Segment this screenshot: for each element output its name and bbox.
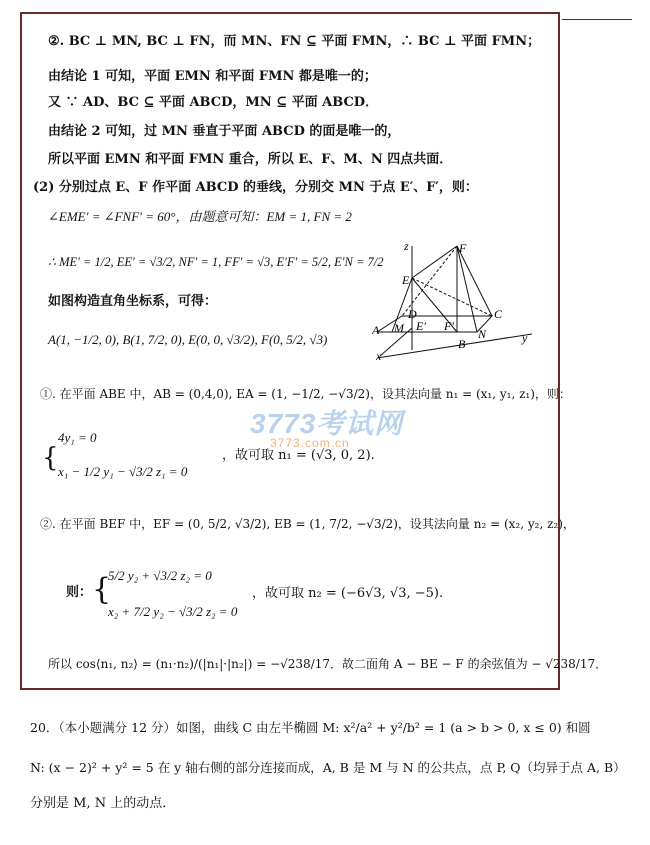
line-2: 由结论 1 可知，平面 EMN 和平面 FMN 都是唯一的； [48,69,377,84]
line-5: 所以平面 EMN 和平面 FMN 重合，所以 E、F、M、N 四点共面． [48,152,453,167]
label-C: C [494,307,503,321]
header-rule [562,19,632,20]
pyramid-figure [372,238,547,363]
label-E-prime: E′ [416,319,426,333]
watermark-logo: 3773考试网 [250,408,404,439]
label-x: x [376,349,382,363]
system-2-eq-b: x₂ + 7/2 y₂ − √3/2 z₂ = 0 [108,604,238,619]
system-2-eq-a: 5/2 y₂ + √3/2 z₂ = 0 [108,568,212,583]
line-8: ∴ ME′ = 1/2, EE′ = √3/2, NF′ = 1, FF′ = √3, E′F′ = 5/2, E′N = 7/2 [48,255,384,269]
question-20-line-1: 20．（本小题满分 12 分）如图，曲线 C 由左半椭圆 M: x²/a² + y²/b² = 1 (a > b > 0, x ≤ 0) 和圆 [30,720,591,735]
line-14-prefix: 则： [66,585,93,600]
line-10: A(1, −1/2, 0), B(1, 7/2, 0), E(0, 0, √3/2), F(0, 5/2, √3) [48,332,328,347]
label-E: E [402,273,410,287]
line-6: (2) 分别过点 E、F 作平面 ABCD 的垂线，分别交 MN 于点 E′、F′，则： [33,180,478,195]
line-15: 所以 cos⟨n₁, n₂⟩ = (n₁·n₂)/(|n₁|·|n₂|) = −√238/17．故二面角 A − BE − F 的余弦值为 − √238/17． [48,657,608,671]
label-N: N [478,327,487,341]
line-13: ②. 在平面 BEF 中，EF = (0, 5/2, √3/2), EB = (1, 7/2, −√3/2)，设其法向量 n₂ = (x₂, y₂, z₂)， [40,517,575,531]
watermark-url: 3773.com.cn [270,436,350,450]
question-20-line-2: N: (x − 2)² + y² = 5 在 y 轴右侧的部分连接而成，A, B 是 M 与 N 的公共点，点 P, Q（均异于点 A, B） [30,760,626,775]
brace-2: { [92,572,112,607]
line-1: ②. BC ⊥ MN, BC ⊥ FN，而 MN、FN ⊆ 平面 FMN，∴ BC ⊥ 平面 FMN； [48,34,541,49]
label-M: M [394,321,404,335]
label-D: D [408,307,417,321]
line-3: 又 ∵ AD、BC ⊆ 平面 ABCD，MN ⊆ 平面 ABCD． [48,95,379,110]
label-A: A [372,323,380,337]
label-F-prime: F′ [444,319,454,333]
label-y: y [522,331,528,345]
line-7: ∠EME′ = ∠FNF′ = 60°，由题意可知：EM = 1, FN = 2 [48,209,352,224]
line-4: 由结论 2 可知，过 MN 垂直于平面 ABCD 的面是唯一的， [48,124,401,139]
label-B: B [458,337,466,351]
line-9: 如图构造直角坐标系，可得： [48,294,218,309]
label-F: F [459,241,467,255]
system-2-result: ，故可取 n₂ = (−6√3, √3, −5). [252,586,444,601]
label-z: z [404,239,409,253]
system-1-eq-b: x₁ − 1/2 y₁ − √3/2 z₁ = 0 [58,464,188,479]
brace-1: { [42,443,59,473]
system-1-eq-a: 4y₁ = 0 [58,430,97,445]
line-11: ①. 在平面 ABE 中，AB = (0,4,0), EA = (1, −1/2, −√3/2)，设其法向量 n₁ = (x₁, y₁, z₁)，则： [40,387,571,401]
system-1-result: ，故可取 n₁ = (√3, 0, 2). [222,448,375,463]
question-20-line-3: 分别是 M, N 上的动点． [30,796,176,811]
